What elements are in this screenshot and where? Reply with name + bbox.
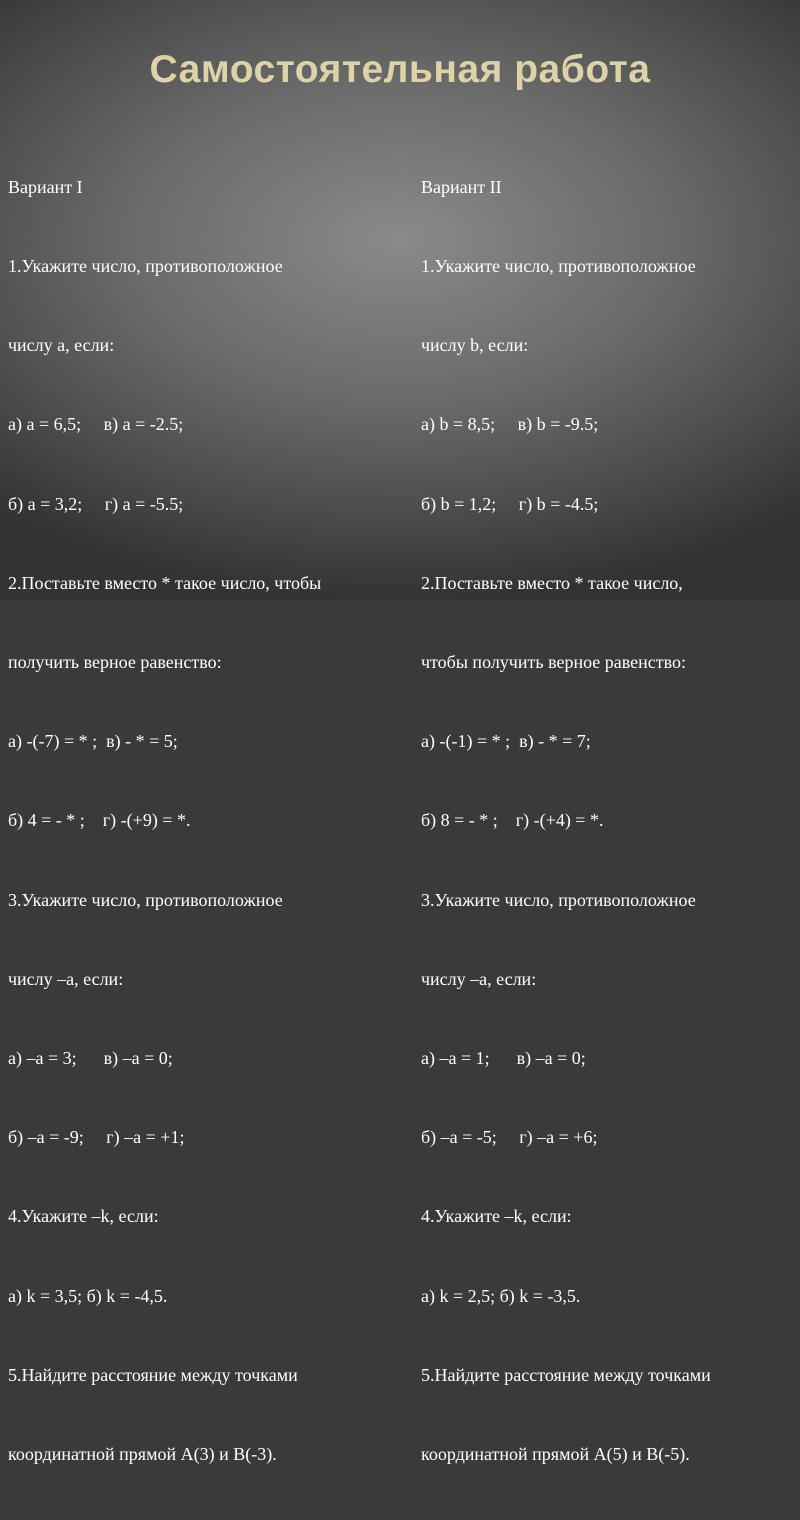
task-line: координатной прямой А(5) и В(-5). [421, 1444, 690, 1465]
task-line: 4.Укажите –k, если: [421, 1206, 572, 1227]
variant-1-heading: Вариант I [8, 176, 83, 197]
task-line: б) –а = -5; г) –а = +6; [421, 1127, 598, 1148]
slide-title: Самостоятельная работа [149, 48, 651, 91]
task-line: а) -(-7) = * ; в) - * = 5; [8, 731, 178, 752]
task-line: 3.Укажите число, противоположное [8, 889, 283, 910]
task-line: а) k = 2,5; б) k = -3,5. [421, 1285, 581, 1306]
task-line: числу b, если: [421, 335, 529, 356]
task-line: а) а = 6,5; в) а = -2.5; [8, 414, 184, 435]
task-line: а) –а = 3; в) –а = 0; [8, 1048, 173, 1069]
task-line: а) -(-1) = * ; в) - * = 7; [421, 731, 591, 752]
task-line: числу –а, если: [421, 968, 537, 989]
variant-2-column [421, 121, 793, 1520]
task-line: 3.Укажите число, противоположное [421, 889, 696, 910]
task-line: а) –а = 1; в) –а = 0; [421, 1048, 586, 1069]
task-line: б) b = 1,2; г) b = -4.5; [421, 493, 599, 514]
task-line: б) –а = -9; г) –а = +1; [8, 1127, 185, 1148]
variant-2-heading: Вариант II [421, 176, 502, 197]
task-line: б) 4 = - * ; г) -(+9) = *. [8, 810, 191, 831]
task-line: 1.Укажите число, противоположное [8, 256, 283, 277]
task-line: 2.Поставьте вместо * такое число, [421, 572, 683, 593]
task-line: получить верное равенство: [8, 652, 222, 673]
task-line: а) k = 3,5; б) k = -4,5. [8, 1285, 168, 1306]
task-line: координатной прямой А(3) и В(-3). [8, 1444, 277, 1465]
task-line: числу –а, если: [8, 968, 124, 989]
task-line: б) 8 = - * ; г) -(+4) = *. [421, 810, 604, 831]
task-line: 4.Укажите –k, если: [8, 1206, 159, 1227]
task-line: 1.Укажите число, противоположное [421, 256, 696, 277]
task-line: числу а, если: [8, 335, 115, 356]
task-line: 5.Найдите расстояние между точками [421, 1364, 711, 1385]
task-line: 2.Поставьте вместо * такое число, чтобы [8, 572, 322, 593]
variant-1-column [8, 121, 403, 1520]
task-line: 5.Найдите расстояние между точками [8, 1364, 298, 1385]
task-line: а) b = 8,5; в) b = -9.5; [421, 414, 599, 435]
task-line: б) а = 3,2; г) а = -5.5; [8, 493, 184, 514]
task-line: чтобы получить верное равенство: [421, 652, 687, 673]
